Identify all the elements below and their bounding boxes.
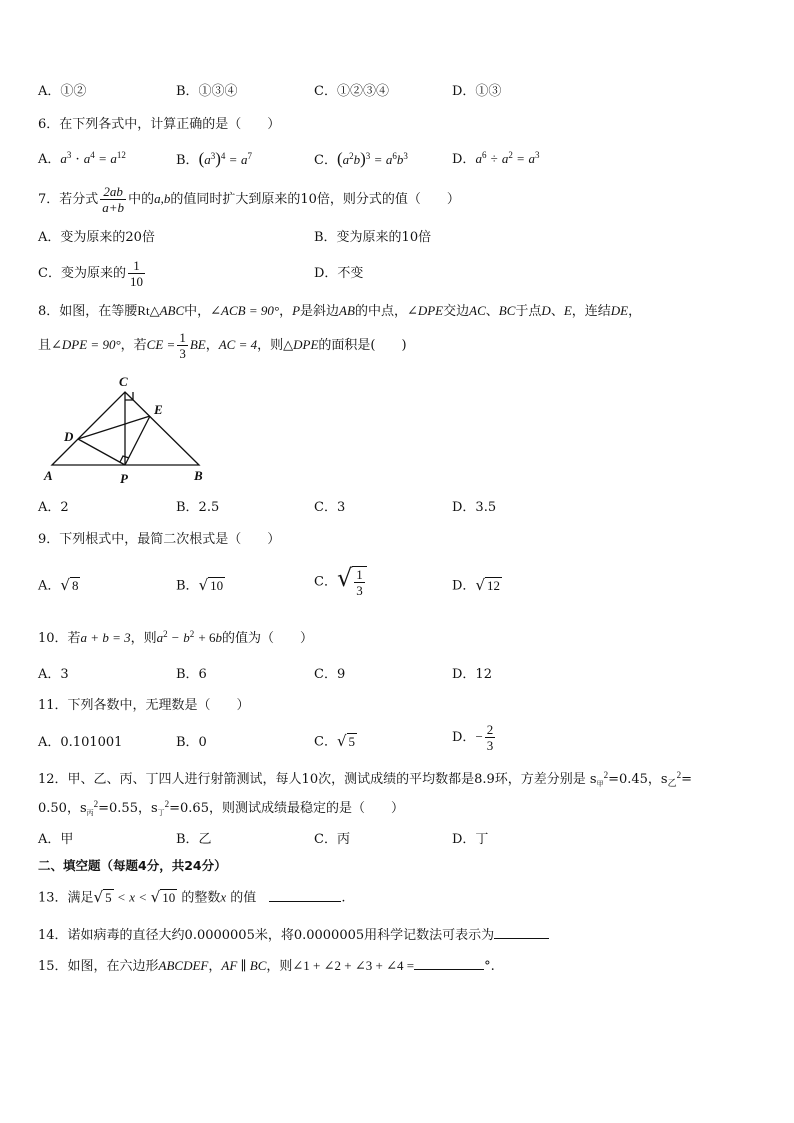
q7-option-b: B．变为原来的10倍: [314, 230, 432, 245]
label-d: D: [64, 429, 74, 444]
q8-triangle-figure: [38, 372, 218, 488]
q14-answer-blank[interactable]: [494, 926, 549, 939]
q8-option-a: A．2: [38, 500, 69, 515]
q7-option-a: A．变为原来的20倍: [38, 230, 155, 245]
q6-option-d: D．$a^6 \div a^2 = a^3$: [452, 150, 540, 167]
q6-option-a: A．$a^3 \cdot a^4 = a^{12}$: [38, 150, 126, 167]
q5-option-b: B．①③④: [176, 84, 238, 99]
segment-dp: [78, 439, 125, 465]
q8-line1: 8．如图，在等腰Rt△ABC中，∠ACB = 90°，P是斜边AB的中点，∠DPE交边AC、BC于点D、E，连结DE，: [38, 303, 642, 319]
q7-stem: 7．若分式 $\frac{2ab}{a+b}$ 中的a,b的值同时扩大到原来的10倍，则分式的值（ ）: [38, 184, 460, 215]
q8-line2: 且∠DPE = 90°，若CE = $\frac{1}{3}$ BE，AC = 4，则△DPE的面积是( ): [38, 330, 407, 361]
q12-option-a: A．甲: [38, 832, 74, 847]
q12-option-c: C．丙: [314, 832, 350, 847]
q7-option-d: D．不变: [314, 266, 364, 281]
q15-answer-blank[interactable]: [414, 957, 484, 970]
q6-option-b: B．$(a^3)^4 = a^7$: [176, 149, 253, 168]
q15-stem: 15．如图，在六边形ABCDEF，AF ∥ BC，则∠1 + ∠2 + ∠3 + ∠4 = °.: [38, 958, 495, 974]
q6-stem: 6．在下列各式中，计算正确的是（ ）: [38, 117, 281, 132]
q5-option-d: D．①③: [452, 84, 502, 99]
q9-option-c: C．√ $\frac{1}{3}$: [314, 566, 367, 598]
label-p: P: [120, 471, 128, 486]
q12-option-d: D．丁: [452, 832, 489, 847]
q14-stem: 14．诺如病毒的直径大约0.0000005米，将0.0000005用科学记数法可表示为: [38, 926, 549, 945]
q5-option-c: C．①②③④: [314, 84, 389, 99]
label-b: B: [194, 468, 203, 483]
q9-option-b: B．√ 10: [176, 576, 224, 594]
q11-option-c: C．√ 5: [314, 732, 356, 750]
label-c: C: [119, 374, 128, 389]
q9-option-a: A．√ 8: [38, 576, 79, 594]
q12-option-b: B．乙: [176, 832, 212, 847]
q13-answer-blank[interactable]: [269, 889, 341, 902]
q12-line2: 0.50，$s_丙^2=0.55$，$s_丁^2=0.65$，则测试成绩最稳定的是（ ）: [38, 799, 404, 817]
q13-stem: 13．满足√ 5 < x < √ 10 的整数x 的值 .: [38, 888, 346, 906]
q10-option-d: D．12: [452, 667, 492, 682]
q10-option-a: A．3: [38, 667, 69, 682]
q8-option-d: D．3.5: [452, 500, 497, 515]
q8-option-b: B．2.5: [176, 500, 220, 515]
q10-option-c: C．9: [314, 667, 346, 682]
q8-option-c: C．3: [314, 500, 346, 515]
label-e: E: [154, 402, 163, 417]
q9-option-d: D．√ 12: [452, 576, 500, 594]
q5-option-a: A．①②: [38, 84, 87, 99]
section-title-fill-in: 二、填空题（每题4分，共24分）: [38, 858, 227, 873]
q10-option-b: B．6: [176, 667, 207, 682]
q11-option-a: A．0.101001: [38, 735, 123, 750]
q11-option-d: D．− $\frac{2}{3}$: [452, 722, 494, 753]
q11-stem: 11．下列各数中，无理数是（ ）: [38, 698, 250, 713]
q9-stem: 9．下列根式中，最简二次根式是（ ）: [38, 532, 281, 547]
q7-option-c: C．变为原来的 $\frac{1}{10}$: [38, 258, 143, 289]
q10-stem: 10．若a + b = 3，则$a^2 - b^2 + 6b$的值为（ ）: [38, 629, 313, 646]
q11-option-b: B．0: [176, 735, 207, 750]
q12-line1: 12．甲、乙、丙、丁四人进行射箭测试，每人10次，测试成绩的平均数都是8.9环，方差分别是 $s_甲^2=0.45$，$s_乙^2=$: [38, 770, 693, 789]
q6-option-c: C．$(a^2b)^3 = a^6b^3$: [314, 149, 408, 168]
label-a: A: [44, 468, 53, 483]
